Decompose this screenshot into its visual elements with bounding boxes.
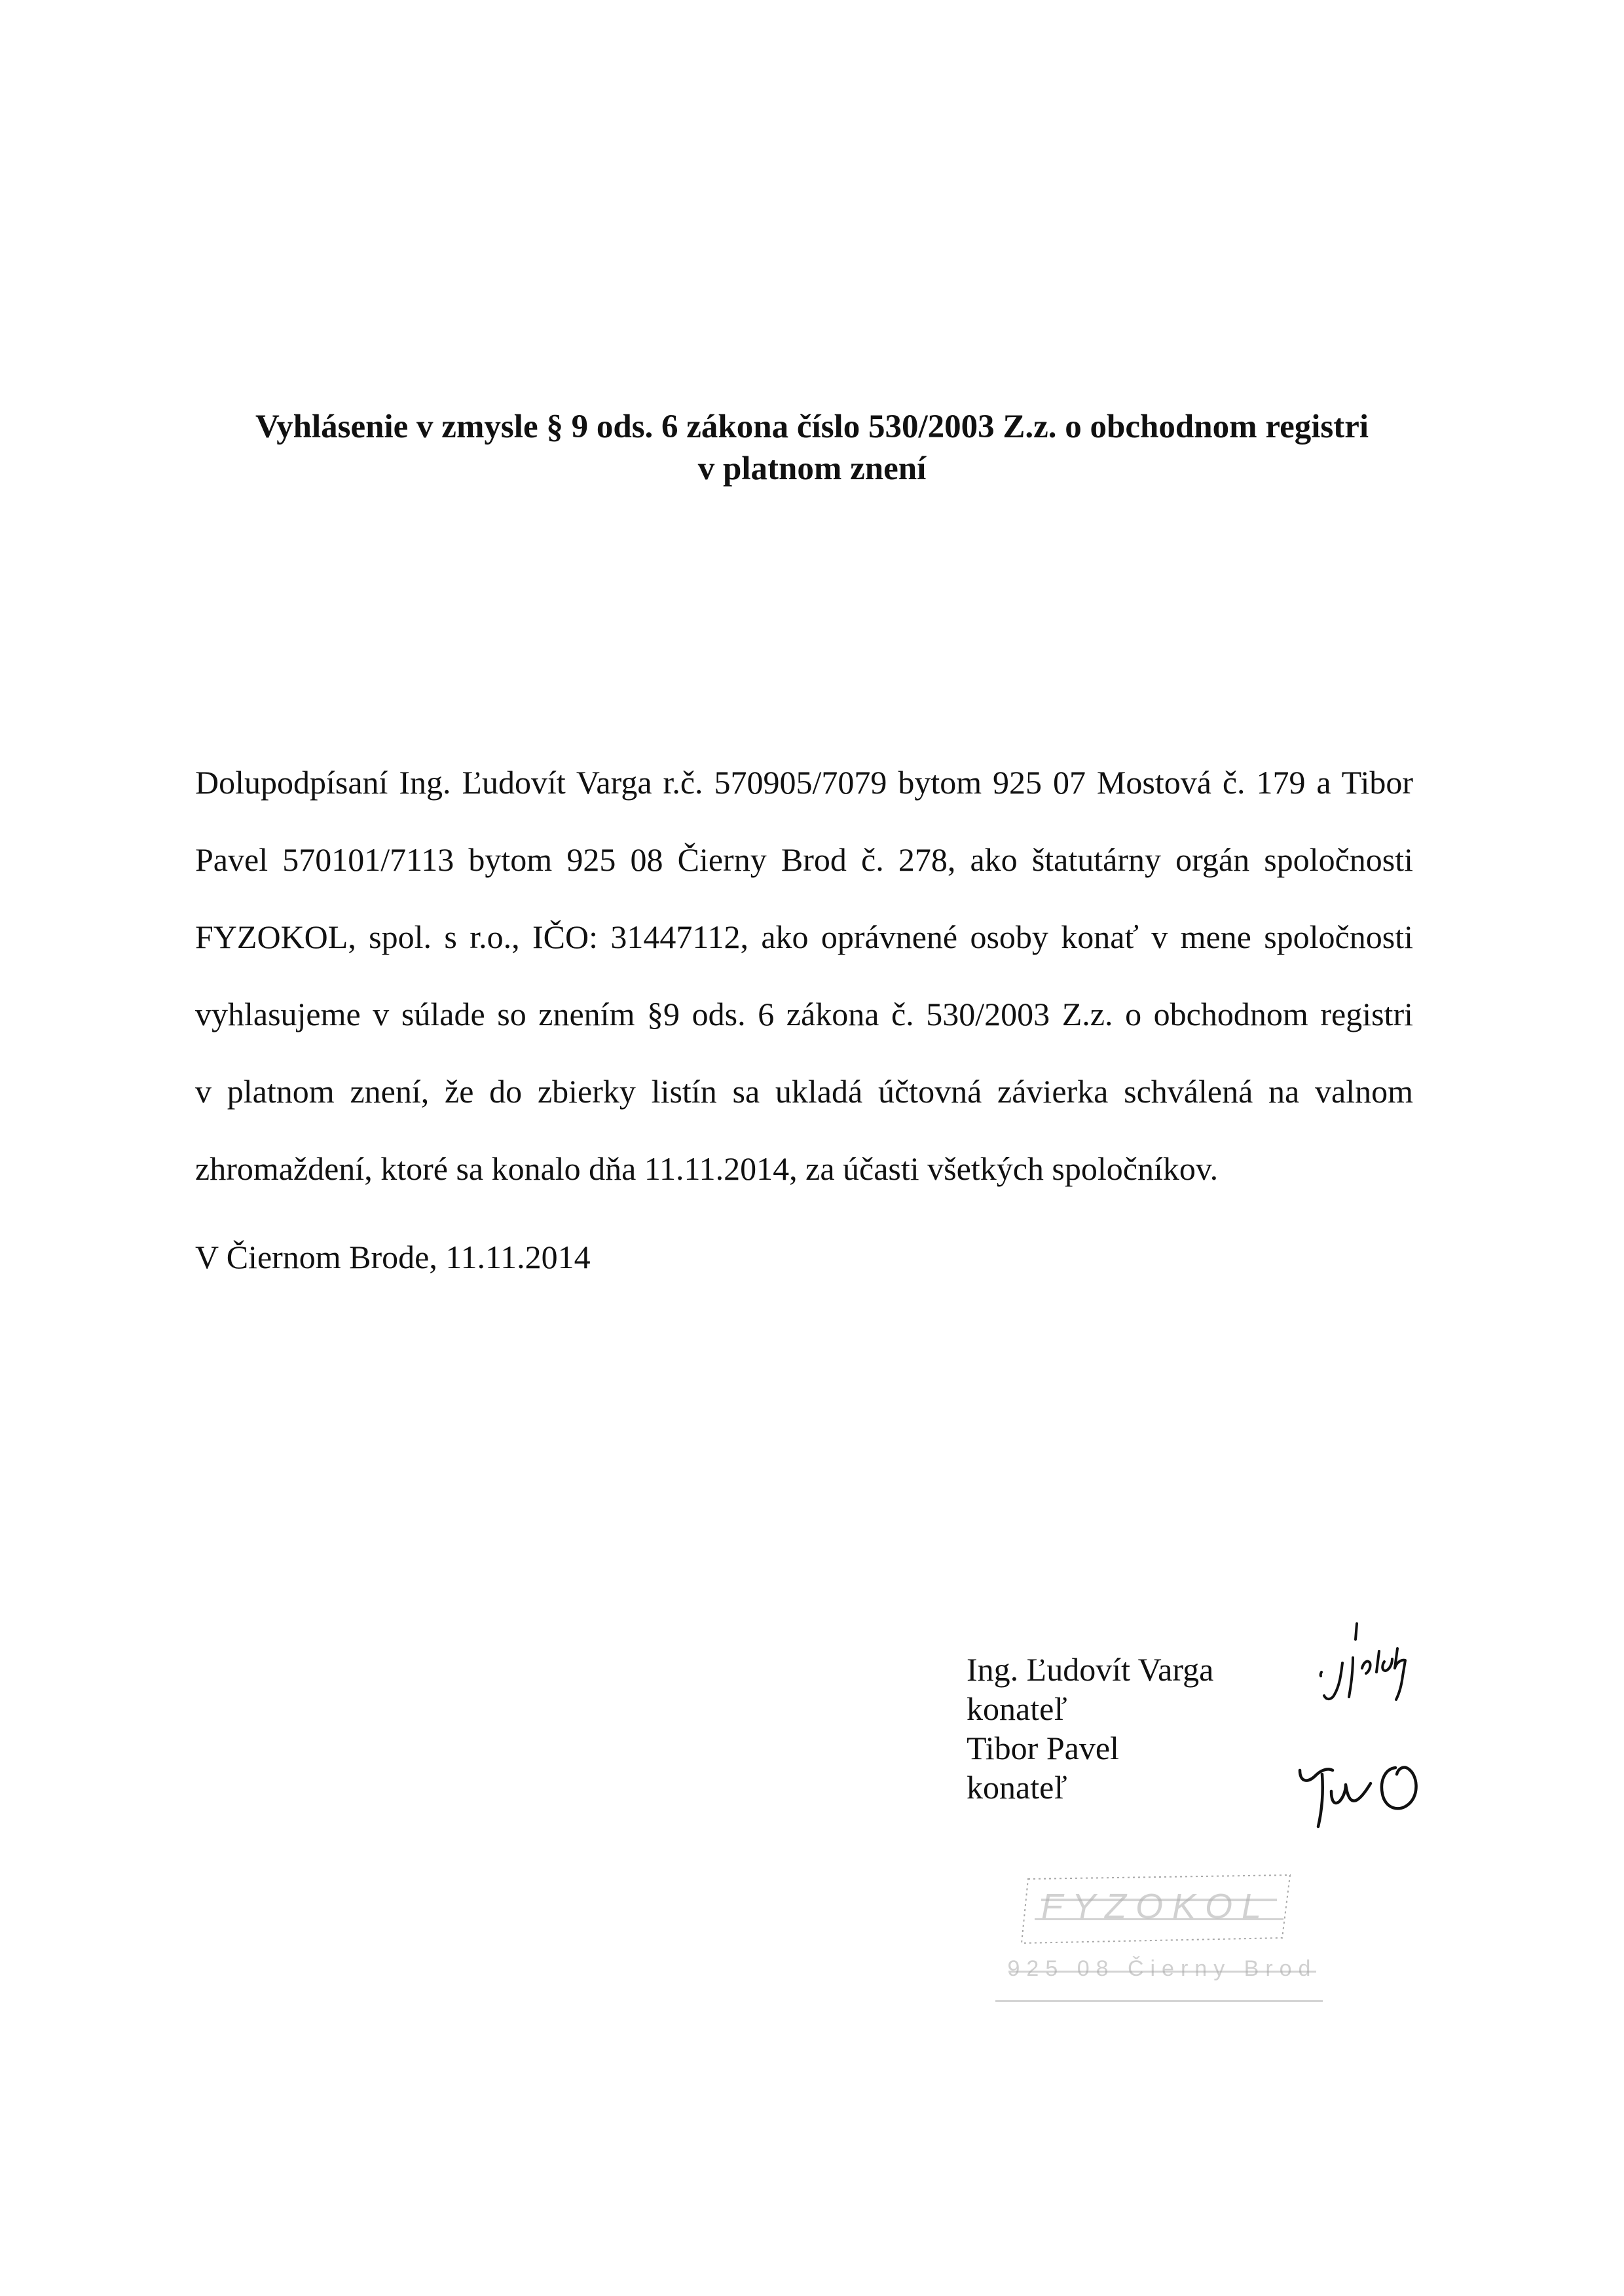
body-line-5: v platnom znení, že do zbierky listín sa ukladá účtovná závierka schválená na valnom bbox=[195, 1073, 1413, 1110]
stamp-company-text: FYZOKOL bbox=[1041, 1887, 1271, 1926]
body-line-4: vyhlasujeme v súlade so znením §9 ods. 6 zákona č. 530/2003 Z.z. o obchodnom registri bbox=[195, 996, 1413, 1032]
body-line-2: Pavel 570101/7113 bytom 925 08 Čierny Brod č. 278, ako štatutárny orgán spoločnosti bbox=[195, 841, 1413, 878]
stamp-address-text: 925 08 Čierny Brod bbox=[1007, 1956, 1318, 1981]
signatory-1-role: konateľ bbox=[967, 1690, 1067, 1727]
signatory-1-name: Ing. Ľudovít Varga bbox=[967, 1651, 1214, 1688]
signatory-block bbox=[967, 1650, 1213, 1807]
document-title bbox=[196, 406, 1428, 490]
title-line-2: v platnom znení bbox=[697, 450, 927, 487]
body-line-6: zhromaždení, ktoré sa konalo dňa 11.11.2014, za účasti všetkých spoločníkov. bbox=[195, 1150, 1219, 1187]
signatory-2-role: konateľ bbox=[967, 1769, 1067, 1806]
signature-varga bbox=[1316, 1617, 1434, 1728]
company-stamp bbox=[989, 1872, 1336, 2023]
signatory-2-name: Tibor Pavel bbox=[967, 1730, 1119, 1766]
body-line-3: FYZOKOL, spol. s r.o., IČO: 31447112, ako oprávnené osoby konať v mene spoločnosti bbox=[195, 919, 1413, 955]
title-line-1: Vyhlásenie v zmysle § 9 ods. 6 zákona číslo 530/2003 Z.z. o obchodnom registri bbox=[255, 409, 1369, 445]
body-line-1: Dolupodpísaní Ing. Ľudovít Varga r.č. 570905/7079 bytom 925 07 Mostová č. 179 a Tibor bbox=[195, 764, 1413, 801]
declaration-body bbox=[195, 744, 1413, 1207]
place-and-date: V Čiernom Brode, 11.11.2014 bbox=[195, 1239, 591, 1275]
signature-pavel bbox=[1293, 1755, 1437, 1840]
